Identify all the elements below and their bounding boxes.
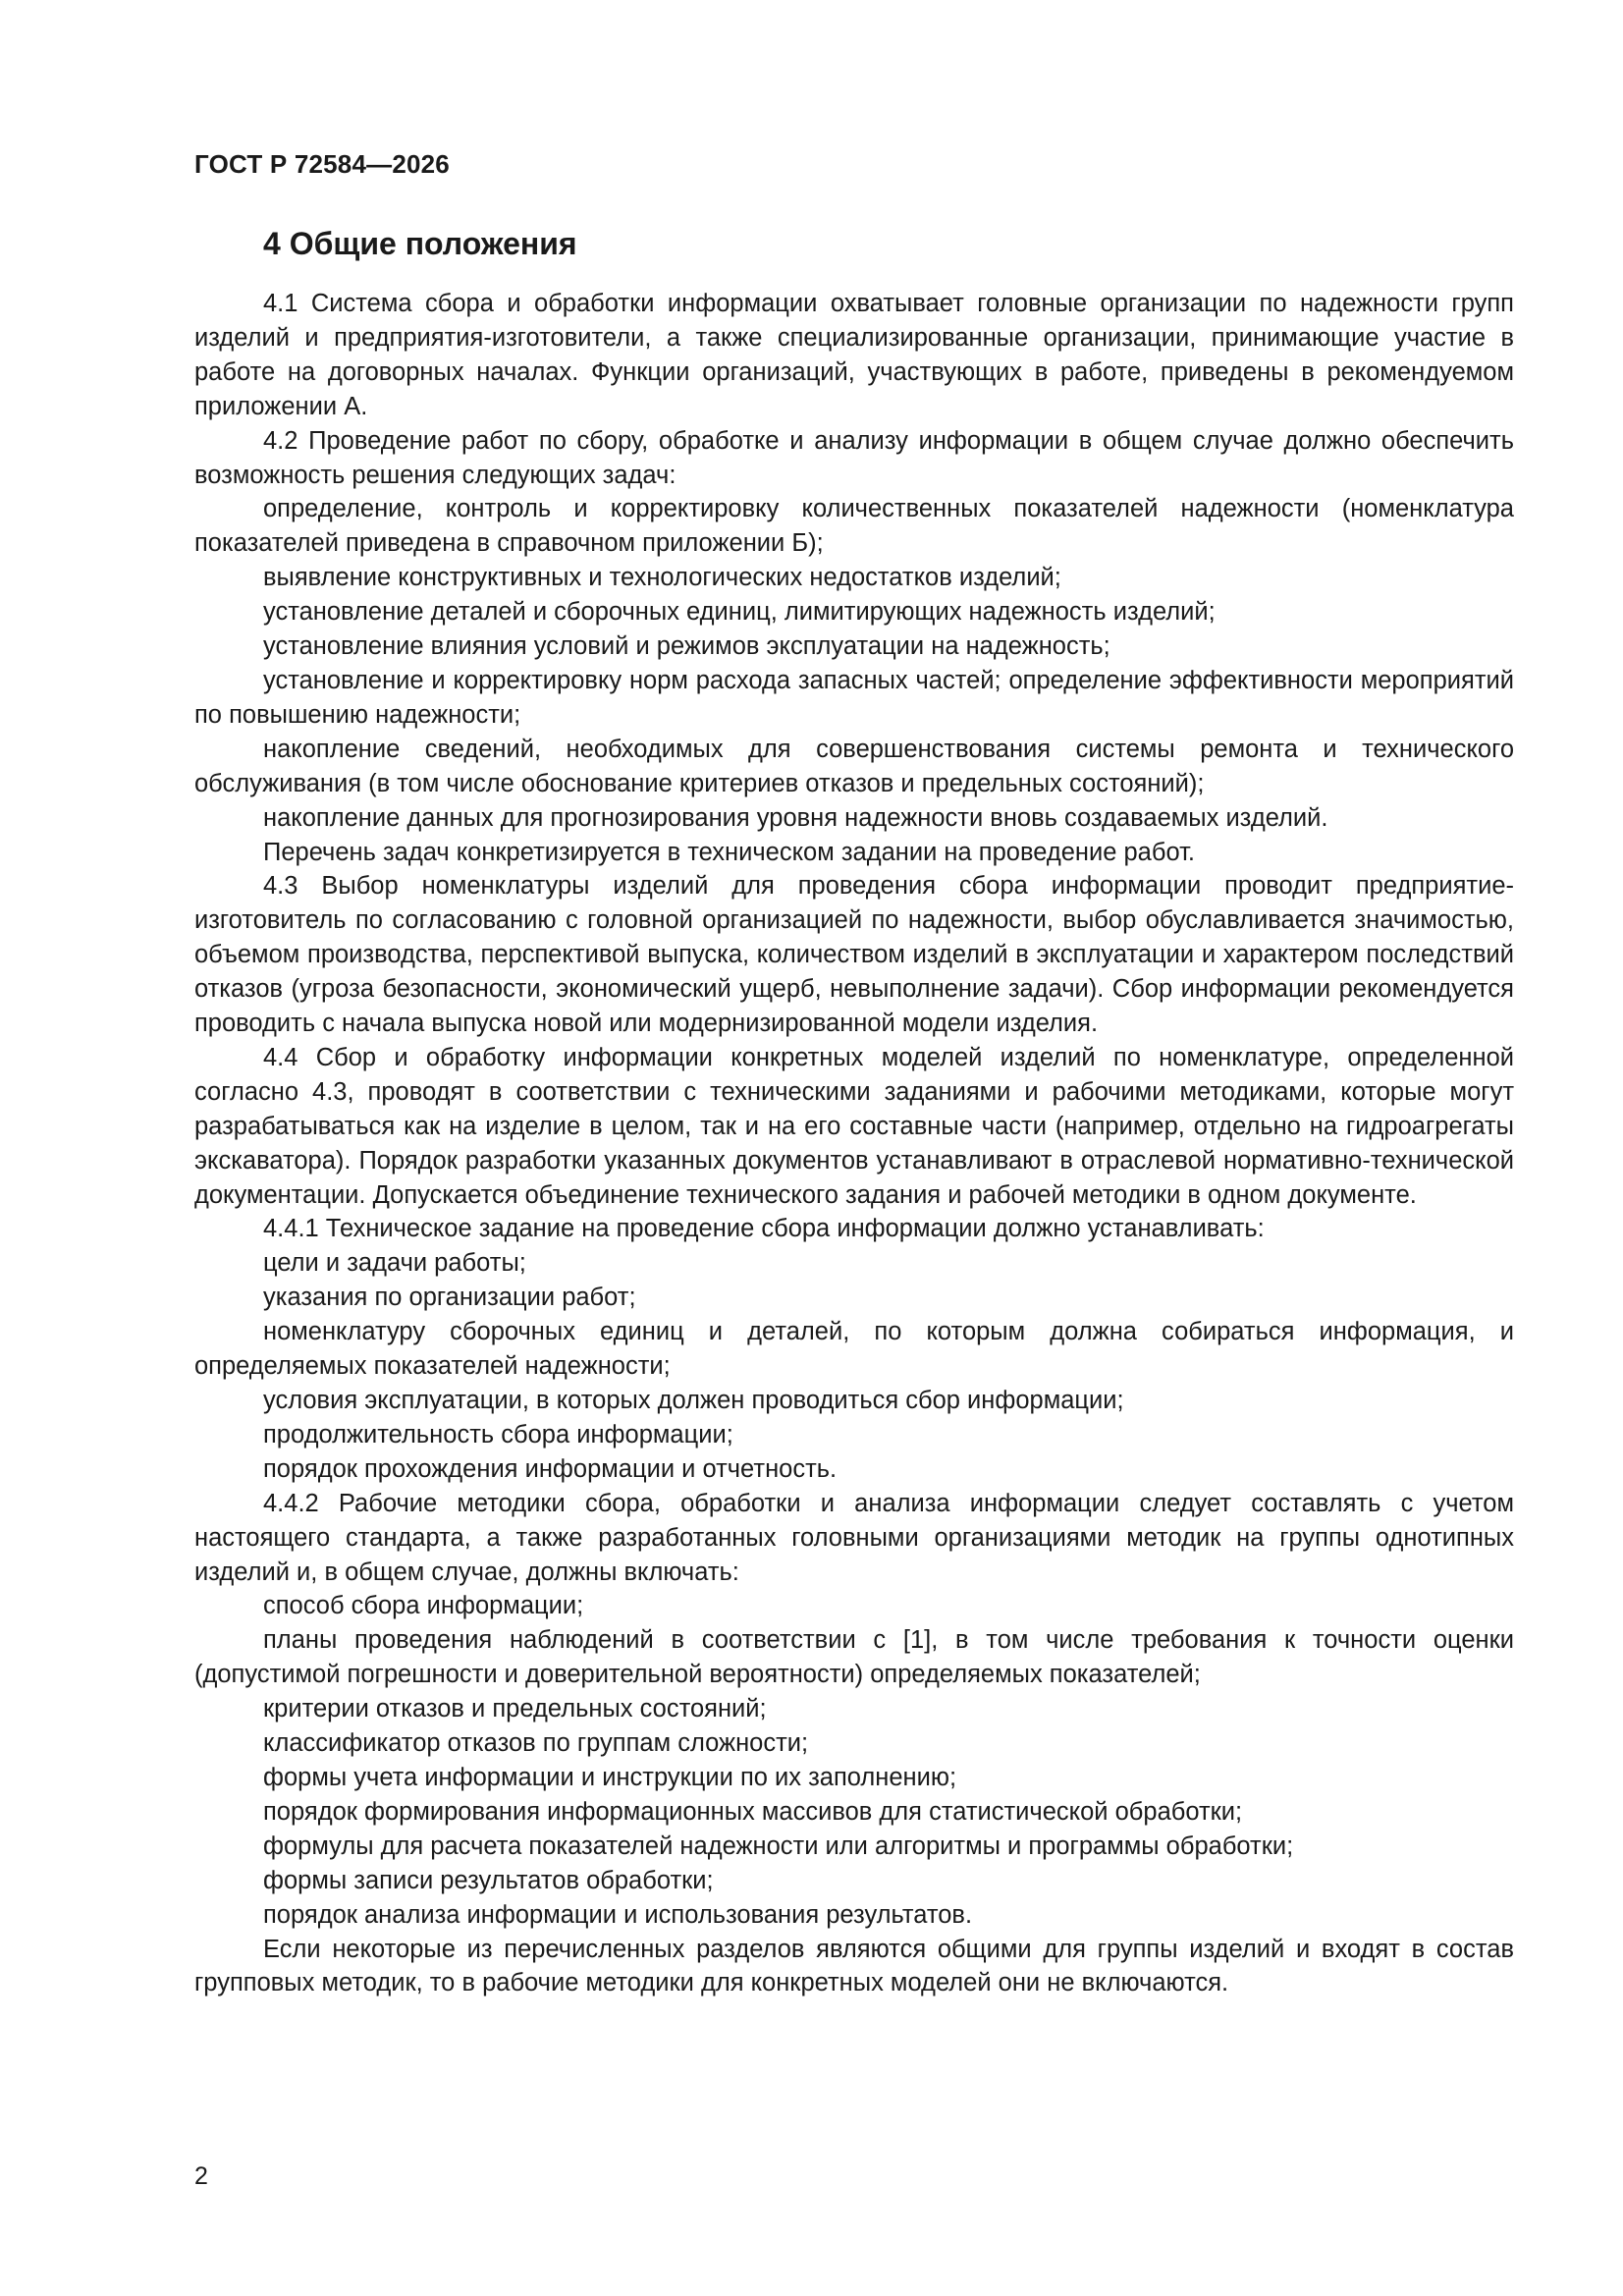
document-code-header: ГОСТ Р 72584—2026: [194, 149, 450, 179]
paragraph: установление влияния условий и режимов эксплуатации на надежность;: [263, 632, 1110, 661]
paragraph: критерии отказов и предельных состояний;: [263, 1695, 767, 1723]
paragraph: 4.4 Сбор и обработку информации конкретных моделей изделий по номенклатуре, определенной согласно 4.3, проводят в соответствии с техническими заданиями и рабочими методиками, которые могут разрабатываться как на изделие в целом, так и на его составные части (например, отдельно на гидроагрегаты экскаватора). Порядок разработки указанных документов устанавливают в отраслевой нормативно-технической документации. Допускается объединение технического задания и рабочей методики в одном документе.: [194, 1043, 1514, 1209]
paragraph: порядок прохождения информации и отчетность.: [263, 1454, 838, 1483]
paragraph: 4.2 Проведение работ по сбору, обработке и анализу информации в общем случае должно обеспечить возможность решения следующих задач:: [194, 426, 1514, 489]
paragraph: Перечень задач конкретизируется в техническом задании на проведение работ.: [263, 838, 1196, 866]
paragraph: формы учета информации и инструкции по их заполнению;: [263, 1763, 957, 1791]
paragraph: выявление конструктивных и технологических недостатков изделий;: [263, 564, 1061, 592]
paragraph: 4.1 Система сбора и обработки информации охватывает головные организации по надежности групп изделий и предприятия-изготовители, а также специализированные организации, принимающие участие в работе на договорных началах. Функции организаций, участвующих в работе, приведены в рекомендуемом приложении А.: [194, 290, 1514, 420]
paragraph: классификатор отказов по группам сложности;: [263, 1729, 809, 1758]
paragraph: накопление данных для прогнозирования уровня надежности вновь создаваемых изделий.: [263, 803, 1328, 832]
paragraph: порядок анализа информации и использования результатов.: [263, 1900, 973, 1929]
paragraph: порядок формирования информационных массивов для статистической обработки;: [263, 1797, 1243, 1826]
paragraph: 4.4.1 Техническое задание на проведение сбора информации должно устанавливать:: [263, 1215, 1265, 1243]
paragraph: планы проведения наблюдений в соответствии с [1], в том числе требования к точности оценки (допустимой погрешности и доверительной вероятности) определяемых показателей;: [194, 1626, 1514, 1689]
section-heading: 4 Общие положения: [263, 226, 577, 261]
paragraph: цели и задачи работы;: [263, 1249, 526, 1278]
paragraph: условия эксплуатации, в которых должен проводиться сбор информации;: [263, 1387, 1124, 1414]
paragraph: Если некоторые из перечисленных разделов являются общими для группы изделий и входят в состав групповых методик, то в рабочие методики для конкретных моделей они не включаются.: [194, 1935, 1514, 1997]
paragraph: продолжительность сбора информации;: [263, 1420, 733, 1449]
paragraph: формулы для расчета показателей надежности или алгоритмы и программы обработки;: [263, 1831, 1294, 1860]
paragraph: способ сбора информации;: [263, 1592, 584, 1620]
page-number: 2: [194, 2162, 208, 2190]
paragraph: установление деталей и сборочных единиц, лимитирующих надежность изделий;: [263, 598, 1216, 627]
paragraph: формы записи результатов обработки;: [263, 1866, 714, 1894]
paragraph: определение, контроль и корректировку количественных показателей надежности (номенклатура показателей приведена в справочном приложении Б);: [194, 495, 1514, 558]
paragraph: установление и корректировку норм расхода запасных частей; определение эффективности мероприятий по повышению надежности;: [194, 666, 1514, 729]
paragraph: 4.4.2 Рабочие методики сбора, обработки и анализа информации следует составлять с учетом настоящего стандарта, а также разработанных головными организациями методик на группы однотипных изделий и, в общем случае, должны включать:: [194, 1489, 1514, 1586]
section-body: [194, 287, 1514, 2000]
paragraph: 4.3 Выбор номенклатуры изделий для проведения сбора информации проводит предприятие-изготовитель по согласованию с головной организацией по надежности, выбор обуславливается значимостью, объемом производства, перспективой выпуска, количеством изделий в эксплуатации и характером последствий отказов (угроза безопасности, экономический ущерб, невыполнение задачи). Сбор информации рекомендуется проводить с начала выпуска новой или модернизированной модели изделия.: [194, 872, 1514, 1038]
paragraph: указания по организации работ;: [263, 1284, 636, 1312]
paragraph: номенклатуру сборочных единиц и деталей, по которым должна собираться информация, и определяемых показателей надежности;: [194, 1318, 1514, 1381]
paragraph: накопление сведений, необходимых для совершенствования системы ремонта и технического обслуживания (в том числе обоснование критериев отказов и предельных состояний);: [194, 735, 1514, 797]
